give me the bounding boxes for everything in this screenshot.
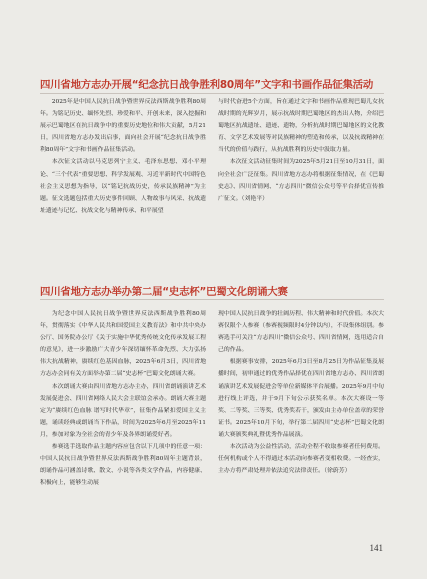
article2-left-column: [40, 308, 206, 489]
article2-left-paragraph-2: 本次朗诵大赛由四川省地方志办主办，四川省朗诵演讲艺术发展促进会、四川省网络人民大会主联谊会承办。朗诵大赛主题定为“赓续红色血脉 谱写时代华章”，征集作品紧扣爱国主义主题，诵读经典或朗诵当下作品，时间为2025年6月至2025年11月，参加对象为全社会的青少年及各界朗诵爱好者。: [40, 383, 206, 438]
article2-title: 四川省地方志办举办第二届“史志杯”巴蜀文化朗诵大赛: [40, 286, 288, 298]
article2-left-paragraph-3: 参赛选手选取作品主题内容应包含以下几项中的任意一项：中国人民抗日战争暨世界反法西斯战争胜利80周年主题背景，朗诵作品可涵盖诗歌、散文、小说等各类文学作品，内容健康、积极向上，能够生动展: [40, 444, 206, 487]
article1-left-paragraph-2: 本次征文活动以马克思列宁主义、毛泽东思想、邓小平理论、“三个代表”重要思想、科学发展观、习近平新时代中国特色社会主义思想为指导，以“铭记抗战历史，传承民族精神”为主题。征文选题包括重大历史事件回顾、人物故事与风采、抗战遗址遗迹与记忆、抗战文化与精神传承、和平展望: [40, 159, 206, 214]
article2-right-paragraph-2: 根据赛事安排，2025年6月3日至8月25日为作品征集及展播时间，初审通过的优秀作品择优在四川省地方志办、四川省朗诵演讲艺术发展促进会等单位新媒体平台展播。2025年9月中旬进行线上评选，并于9月下旬公示获奖名单。本次大赛设一等奖、二等奖、三等奖、优秀奖若干，颁发由主办单位盖章的荣誉证书。2025年10月下旬，举行第二届四川“史志杯”巴蜀文化朗诵大赛颁奖典礼暨优秀作品展演。: [218, 359, 385, 438]
article2-right-column: [218, 308, 384, 477]
page-number: 141: [369, 543, 383, 553]
article2-right-paragraph-1: 现中国人民抗日战争的壮阔历程、伟大精神和时代价值。本次大赛仅限个人参赛（参赛视频限时4分钟以内），不设集体组别。参赛选手可关注“方志四川”微信公众号、四川省情网，选用适合自己的作品。: [218, 311, 384, 354]
article1-right-paragraph-2: 本次征文活动征集时间为2025年5月21日至10月31日，面向全社会广泛征集。四川省地方志办将根据征集情况，在《巴蜀史志》、四川省情网、“方志四川”微信公众号等平台择优宣传推广征文。（刘艳平）: [218, 159, 384, 202]
article1-title-rule: [40, 93, 384, 94]
article1-right-column: [218, 96, 384, 205]
article1-left-paragraph-1: 2025年是中国人民抗日战争暨世界反法西斯战争胜利80周年。为铭记历史、缅怀先烈、珍爱和平、开创未来，深入挖掘和展示巴蜀地区在抗日战争中的重要历史地位和伟大贡献，5月21日，四川省地方志办发出启事，面向社会开展“纪念抗日战争胜利80周年”文字和书画作品征集活动。: [40, 99, 206, 154]
article2-left-paragraph-1: 为纪念中国人民抗日战争暨世界反法西斯战争胜利80周年，贯彻落实《中华人民共和国爱国主义教育法》和中共中央办公厅、国务院办公厅《关于实施中华优秀传统文化传承发展工程的意见》，进一步激励广大青少年深切缅怀革命先烈、大力弘扬伟大抗战精神，赓续红色基因血脉，2025年6月3日，四川省地方志办会同有关方面举办第二届“史志杯”巴蜀文化朗诵大赛。: [40, 311, 206, 378]
article1-title: 四川省地方志办开展“纪念抗日战争胜利80周年”文字和书画作品征集活动: [40, 79, 374, 91]
article2-right-paragraph-3: 本次活动为公益性活动，活动全程不收取参赛者任何费用。任何机构或个人不得通过本活动向参赛者变相收费。一经查实，主办方将严肃处理并依法追究法律责任。（徐蔚芳）: [218, 444, 384, 475]
article1-left-column: [40, 96, 206, 217]
article2-title-rule: [40, 299, 384, 300]
article1-right-paragraph-1: 与时代奋进5个方面，旨在通过文字和书画作品重现巴蜀儿女抗战时期的光辉岁月，展示抗战时期巴蜀地区的杰出人物，介绍巴蜀地区抗战遗址、遗迹、遗物，分析抗战时期巴蜀地区的文化教育、文学艺术发展等对民族精神的塑造和传承，以及抗战精神在当代的价值与践行，从抗战胜利的历史中汲取力量。: [218, 99, 384, 154]
